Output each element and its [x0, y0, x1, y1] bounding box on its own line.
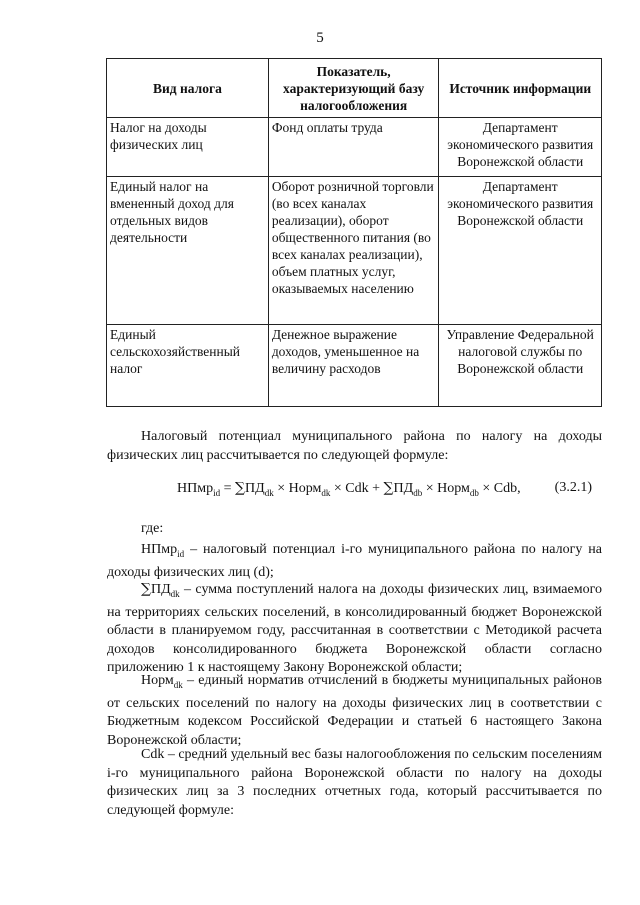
formula-norm2-sub: db: [469, 488, 479, 498]
formula-pd2: ПД: [393, 481, 414, 496]
definition-pd: [107, 580, 602, 678]
times-symbol: ×: [422, 481, 438, 496]
formula-expression: [177, 480, 521, 498]
def-term-sub: dk: [173, 680, 183, 690]
definition-cdk: [107, 746, 602, 820]
cell-source: Управление Федеральной налоговой службы по Воронежской области: [439, 325, 602, 407]
times-symbol: ×: [478, 481, 494, 496]
sum-symbol: ∑: [141, 581, 151, 597]
times-symbol: ×: [273, 481, 289, 496]
def-term: Норм: [141, 673, 174, 688]
definition-norm: [107, 672, 602, 750]
cell-source: Департамент экономического развития Воронежской области: [439, 177, 602, 325]
formula-norm: Норм: [288, 481, 322, 496]
cell-tax-type: Налог на доходы физических лиц: [107, 118, 269, 177]
formula-lhs: НПмр: [177, 481, 214, 496]
formula-cdk: Cdk: [345, 481, 369, 496]
cell-indicator: Оборот розничной торговли (во всех каналах реализации), оборот общественного питания (во всех каналах реализации), объем платных услуг, оказываемых населению: [268, 177, 439, 325]
table-row: [107, 177, 602, 325]
def-term: НПмр: [141, 542, 178, 557]
times-symbol: ×: [330, 481, 346, 496]
def-term-sub: id: [177, 549, 185, 559]
formula-pd-sub: dk: [264, 488, 274, 498]
table-row: [107, 118, 602, 177]
where-label: где:: [141, 521, 164, 536]
cell-indicator: Денежное выражение доходов, уменьшенное на величину расходов: [268, 325, 439, 407]
def-text: – налоговый потенциал i-го муниципального района по налогу на доходы физических лиц (d);: [107, 542, 602, 580]
formula-cdb: Cdb,: [493, 481, 521, 496]
formula-eq: =: [220, 481, 236, 496]
definition-npmr: [107, 541, 602, 582]
def-term-sub: dk: [170, 589, 180, 599]
formula-norm2: Норм: [437, 481, 470, 496]
sum-symbol: ∑: [383, 480, 394, 496]
def-term: Cdk: [141, 747, 165, 762]
def-text: – единый норматив отчислений в бюджеты муниципальных районов от сельских поселений по налогу на доходы физических лиц в соответствии с Бюджетным кодексом Российской Федерации и статьей 6 настоящего Закона Воронежской области;: [107, 673, 602, 748]
page-number: 5: [316, 30, 324, 46]
header-indicator: Показатель, характеризующий базу налогообложения: [268, 59, 439, 118]
formula-lhs-sub: id: [213, 488, 221, 498]
cell-tax-type: Единый сельскохозяйственный налог: [107, 325, 269, 407]
def-text: – сумма поступлений налога на доходы физических лиц, взимаемого на территориях сельских поселений, в консолидированный бюджет Воронежской области в планируемом году, рассчитанная в соответствии с Методикой расчета доходов консолидированного бюджета Воронежской области согласно приложению 1 к настоящему Закону Воронежской области;: [107, 582, 602, 675]
def-text: – средний удельный вес базы налогообложения по сельским поселениям i-го муниципального района Воронежской области по налогу на доходы физических лиц за 3 последних отчетных года, который рассчитывается по следующей формуле:: [107, 747, 602, 818]
def-term: ПД: [151, 582, 171, 597]
formula-number: (3.2.1): [554, 480, 592, 495]
plus-symbol: +: [368, 481, 384, 496]
header-tax-type: Вид налога: [107, 59, 269, 118]
cell-tax-type: Единый налог на вмененный доход для отдельных видов деятельности: [107, 177, 269, 325]
table-row: [107, 325, 602, 407]
intro-paragraph: Налоговый потенциал муниципального района по налогу на доходы физических лиц рассчитывается по следующей формуле:: [107, 429, 602, 463]
formula-pd2-sub: db: [413, 488, 423, 498]
cell-indicator: Фонд оплаты труда: [268, 118, 439, 177]
sum-symbol: ∑: [235, 480, 246, 496]
header-source: Источник информации: [439, 59, 602, 118]
formula-pd: ПД: [245, 481, 265, 496]
tax-source-table: [106, 58, 602, 407]
table-header-row: [107, 59, 602, 118]
cell-source: Департамент экономического развития Воронежской области: [439, 118, 602, 177]
formula-norm-sub: dk: [321, 488, 331, 498]
